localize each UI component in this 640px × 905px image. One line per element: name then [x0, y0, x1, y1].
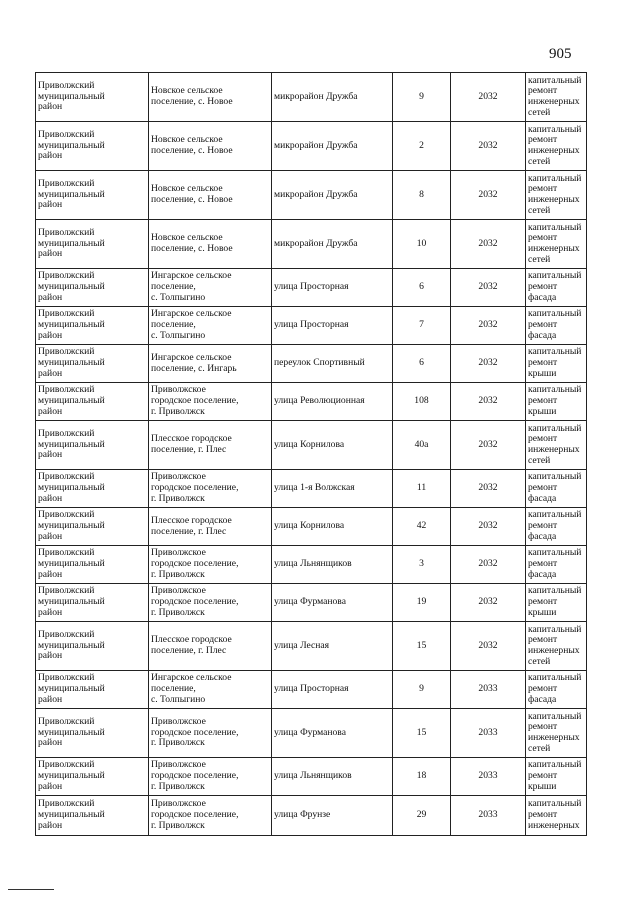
- settlement-cell: [149, 622, 272, 671]
- work-type-cell-text: капитальный ремонт крыши: [528, 346, 582, 379]
- year-cell-text: 2032: [478, 237, 498, 249]
- street-cell-text: улица Фрунзе: [274, 809, 331, 821]
- district-cell: [36, 584, 149, 622]
- street-cell: [272, 508, 393, 546]
- street-cell: [272, 546, 393, 584]
- work-type-cell-text: капитальный ремонт инженерных сетей: [528, 172, 582, 216]
- settlement-cell-text: Ингарское сельское поселение, с. Толпыгино: [151, 270, 232, 303]
- district-cell: [36, 171, 149, 220]
- table-body: [36, 73, 587, 836]
- house-number-cell: [393, 546, 451, 584]
- settlement-cell-text: Новское сельское поселение, с. Новое: [151, 232, 233, 254]
- house-number-cell-text: 2: [419, 139, 424, 151]
- street-cell-text: микрорайон Дружба: [274, 139, 358, 151]
- district-cell: [36, 269, 149, 307]
- street-cell-text: микрорайон Дружба: [274, 237, 358, 249]
- table-row: [36, 758, 587, 796]
- settlement-cell: [149, 307, 272, 345]
- year-cell: [451, 508, 526, 546]
- district-cell-text: Приволжский муниципальный район: [38, 471, 105, 504]
- district-cell: [36, 508, 149, 546]
- district-cell-text: Приволжский муниципальный район: [38, 509, 105, 542]
- house-number-cell-text: 9: [419, 683, 424, 695]
- year-cell: [451, 546, 526, 584]
- year-cell-text: 2032: [478, 520, 498, 532]
- district-cell-text: Приволжский муниципальный район: [38, 628, 105, 662]
- work-type-cell: [526, 73, 587, 122]
- work-type-cell-text: капитальный ремонт инженерных сетей: [528, 74, 582, 118]
- house-number-cell-text: 10: [416, 237, 427, 249]
- street-cell: [272, 220, 393, 269]
- year-cell: [451, 671, 526, 709]
- house-number-cell: [393, 269, 451, 307]
- district-cell-text: Приволжский муниципальный район: [38, 308, 105, 341]
- work-type-cell: [526, 508, 587, 546]
- house-number-cell: [393, 709, 451, 758]
- work-type-cell: [526, 546, 587, 584]
- table-row: [36, 220, 587, 269]
- year-cell: [451, 584, 526, 622]
- house-number-cell: [393, 796, 451, 836]
- year-cell-text: 2032: [478, 596, 498, 608]
- settlement-cell-text: Плесское городское поселение, г. Плес: [151, 433, 232, 455]
- settlement-cell-text: Новское сельское поселение, с. Новое: [151, 134, 233, 156]
- settlement-cell: [149, 383, 272, 421]
- street-cell: [272, 622, 393, 671]
- table-row: [36, 73, 587, 122]
- year-cell: [451, 307, 526, 345]
- year-cell: [451, 73, 526, 122]
- house-number-cell-text: 9: [419, 90, 424, 102]
- settlement-cell: [149, 709, 272, 758]
- district-cell-text: Приволжский муниципальный район: [38, 759, 105, 792]
- house-number-cell-text: 11: [416, 482, 427, 494]
- street-cell-text: улица Фурманова: [274, 726, 346, 738]
- page-number: 905: [549, 46, 572, 62]
- street-cell: [272, 383, 393, 421]
- work-type-cell-text: капитальный ремонт крыши: [528, 585, 582, 618]
- district-cell: [36, 73, 149, 122]
- year-cell-text: 2033: [478, 809, 498, 821]
- district-cell-text: Приволжский муниципальный район: [38, 672, 105, 705]
- table-row: [36, 622, 587, 671]
- table-row: [36, 345, 587, 383]
- house-number-cell: [393, 171, 451, 220]
- table-row: [36, 122, 587, 171]
- year-cell-text: 2032: [478, 319, 498, 331]
- settlement-cell-text: Приволжское городское поселение, г. Приволжск: [151, 715, 239, 749]
- street-cell-text: улица Просторная: [274, 281, 349, 293]
- settlement-cell: [149, 73, 272, 122]
- work-type-cell-text: капитальный ремонт фасада: [528, 509, 582, 542]
- year-cell-text: 2033: [478, 683, 498, 695]
- house-number-cell-text: 3: [419, 558, 424, 570]
- work-type-cell-text: капитальный ремонт крыши: [528, 384, 582, 417]
- year-cell-text: 2032: [478, 188, 498, 200]
- work-type-cell-text: капитальный ремонт инженерных сетей: [528, 623, 582, 667]
- table-row: [36, 171, 587, 220]
- house-number-cell-text: 15: [416, 639, 427, 651]
- settlement-cell-text: Приволжское городское поселение, г. Приволжск: [151, 759, 239, 792]
- district-cell-text: Приволжский муниципальный район: [38, 226, 105, 260]
- table-row: [36, 671, 587, 709]
- settlement-cell-text: Плесское городское поселение, г. Плес: [151, 514, 232, 537]
- street-cell-text: улица Просторная: [274, 683, 349, 695]
- district-cell: [36, 345, 149, 383]
- settlement-cell: [149, 171, 272, 220]
- house-number-cell-text: 108: [414, 395, 429, 407]
- house-number-cell-text: 19: [416, 596, 427, 608]
- year-cell: [451, 470, 526, 508]
- work-type-cell: [526, 671, 587, 709]
- settlement-cell-text: Ингарское сельское поселение, с. Толпыгино: [151, 672, 232, 705]
- settlement-cell: [149, 508, 272, 546]
- work-type-cell-text: капитальный ремонт крыши: [528, 759, 582, 792]
- settlement-cell: [149, 220, 272, 269]
- settlement-cell-text: Приволжское городское поселение, г. Приволжск: [151, 798, 239, 831]
- work-type-cell: [526, 470, 587, 508]
- settlement-cell: [149, 796, 272, 836]
- street-cell-text: улица Льнянщиков: [274, 558, 352, 570]
- district-cell: [36, 546, 149, 584]
- settlement-cell-text: Приволжское городское поселение, г. Приволжск: [151, 384, 239, 417]
- settlement-cell-text: Плесское городское поселение, г. Плес: [151, 634, 232, 656]
- street-cell: [272, 470, 393, 508]
- house-number-cell-text: 6: [419, 281, 424, 293]
- year-cell-text: 2033: [478, 726, 498, 738]
- house-number-cell-text: 29: [416, 809, 427, 821]
- house-number-cell-text: 40а: [414, 438, 429, 450]
- work-type-cell-text: капитальный ремонт инженерных сетей: [528, 422, 582, 466]
- house-number-cell: [393, 345, 451, 383]
- district-cell: [36, 470, 149, 508]
- house-number-cell-text: 7: [419, 319, 424, 331]
- district-cell: [36, 122, 149, 171]
- year-cell: [451, 758, 526, 796]
- work-type-cell: [526, 307, 587, 345]
- work-type-cell-text: капитальный ремонт фасада: [528, 471, 582, 504]
- district-cell: [36, 671, 149, 709]
- house-number-cell: [393, 383, 451, 421]
- footnote-rule: [8, 889, 54, 890]
- year-cell: [451, 709, 526, 758]
- district-cell-text: Приволжский муниципальный район: [38, 798, 105, 831]
- year-cell-text: 2032: [478, 281, 498, 293]
- street-cell: [272, 796, 393, 836]
- street-cell: [272, 269, 393, 307]
- year-cell-text: 2033: [478, 770, 498, 782]
- work-type-cell: [526, 421, 587, 470]
- table-row: [36, 307, 587, 345]
- year-cell-text: 2032: [478, 90, 498, 102]
- street-cell-text: микрорайон Дружба: [274, 90, 358, 102]
- work-type-cell: [526, 383, 587, 421]
- street-cell-text: улица Фурманова: [274, 596, 346, 608]
- district-cell: [36, 383, 149, 421]
- table-row: [36, 584, 587, 622]
- street-cell: [272, 345, 393, 383]
- settlement-cell-text: Новское сельское поселение, с. Новое: [151, 85, 233, 107]
- street-cell-text: улица Просторная: [274, 319, 349, 331]
- house-number-cell: [393, 220, 451, 269]
- street-cell: [272, 584, 393, 622]
- street-cell-text: улица Лесная: [274, 639, 330, 651]
- work-type-cell-text: капитальный ремонт инженерных сетей: [528, 710, 582, 754]
- settlement-cell-text: Приволжское городское поселение, г. Приволжск: [151, 547, 239, 580]
- settlement-cell: [149, 421, 272, 470]
- year-cell: [451, 220, 526, 269]
- table-row: [36, 269, 587, 307]
- street-cell-text: улица Революционная: [274, 395, 365, 407]
- street-cell-text: переулок Спортивный: [274, 357, 365, 369]
- district-cell-text: Приволжский муниципальный район: [38, 547, 105, 580]
- house-number-cell: [393, 122, 451, 171]
- table-row: [36, 421, 587, 470]
- street-cell-text: улица Льнянщиков: [274, 770, 352, 782]
- district-cell: [36, 307, 149, 345]
- settlement-cell: [149, 345, 272, 383]
- settlement-cell: [149, 584, 272, 622]
- district-cell-text: Приволжский муниципальный район: [38, 346, 105, 379]
- district-cell-text: Приволжский муниципальный район: [38, 384, 105, 417]
- street-cell-text: микрорайон Дружба: [274, 188, 358, 200]
- year-cell: [451, 796, 526, 836]
- house-number-cell: [393, 307, 451, 345]
- street-cell-text: улица Корнилова: [274, 520, 345, 532]
- house-number-cell-text: 18: [416, 770, 427, 782]
- work-type-cell-text: капитальный ремонт фасада: [528, 547, 582, 580]
- settlement-cell-text: Ингарское сельское поселение, с. Толпыгино: [151, 308, 232, 341]
- year-cell-text: 2032: [478, 438, 498, 450]
- year-cell-text: 2032: [478, 395, 498, 407]
- district-cell-text: Приволжский муниципальный район: [38, 270, 105, 303]
- year-cell-text: 2032: [478, 558, 498, 570]
- house-number-cell-text: 6: [419, 357, 424, 369]
- district-cell-text: Приволжский муниципальный район: [38, 177, 105, 211]
- settlement-cell-text: Новское сельское поселение, с. Новое: [151, 183, 233, 205]
- street-cell-text: улица 1-я Волжская: [274, 482, 355, 494]
- house-number-cell-text: 42: [416, 520, 427, 532]
- district-cell-text: Приволжский муниципальный район: [38, 79, 105, 113]
- table-row: [36, 709, 587, 758]
- street-cell: [272, 73, 393, 122]
- work-type-cell-text: капитальный ремонт инженерных сетей: [528, 221, 582, 265]
- street-cell: [272, 671, 393, 709]
- street-cell: [272, 307, 393, 345]
- work-type-cell-text: капитальный ремонт фасада: [528, 672, 582, 705]
- table-row: [36, 508, 587, 546]
- table-row: [36, 383, 587, 421]
- settlement-cell: [149, 269, 272, 307]
- work-type-cell: [526, 122, 587, 171]
- work-type-cell: [526, 796, 587, 836]
- year-cell: [451, 383, 526, 421]
- settlement-cell: [149, 671, 272, 709]
- year-cell: [451, 345, 526, 383]
- street-cell: [272, 421, 393, 470]
- work-type-cell: [526, 269, 587, 307]
- work-type-cell-text: капитальный ремонт инженерных: [528, 798, 582, 831]
- work-type-cell: [526, 584, 587, 622]
- house-number-cell: [393, 421, 451, 470]
- settlement-cell-text: Приволжское городское поселение, г. Приволжск: [151, 471, 239, 504]
- district-cell: [36, 709, 149, 758]
- work-type-cell: [526, 171, 587, 220]
- district-cell-text: Приволжский муниципальный район: [38, 715, 105, 749]
- street-cell: [272, 758, 393, 796]
- district-cell: [36, 622, 149, 671]
- year-cell-text: 2032: [478, 139, 498, 151]
- work-type-cell-text: капитальный ремонт инженерных сетей: [528, 123, 582, 167]
- year-cell: [451, 122, 526, 171]
- settlement-cell: [149, 470, 272, 508]
- work-type-cell: [526, 622, 587, 671]
- year-cell-text: 2032: [478, 639, 498, 651]
- district-cell-text: Приволжский муниципальный район: [38, 585, 105, 618]
- district-cell: [36, 758, 149, 796]
- settlement-cell-text: Приволжское городское поселение, г. Приволжск: [151, 585, 239, 618]
- year-cell: [451, 421, 526, 470]
- house-number-cell: [393, 758, 451, 796]
- settlement-cell-text: Ингарское сельское поселение, с. Ингарь: [151, 351, 237, 374]
- house-number-cell: [393, 73, 451, 122]
- street-cell: [272, 171, 393, 220]
- district-cell-text: Приволжский муниципальный район: [38, 128, 105, 162]
- house-number-cell: [393, 470, 451, 508]
- work-type-cell: [526, 345, 587, 383]
- table-row: [36, 470, 587, 508]
- year-cell-text: 2032: [478, 482, 498, 494]
- table-row: [36, 796, 587, 836]
- settlement-cell: [149, 546, 272, 584]
- street-cell-text: улица Корнилова: [274, 438, 345, 450]
- work-type-cell-text: капитальный ремонт фасада: [528, 270, 582, 303]
- district-cell: [36, 796, 149, 836]
- year-cell: [451, 269, 526, 307]
- district-cell: [36, 220, 149, 269]
- work-type-cell-text: капитальный ремонт фасада: [528, 308, 582, 341]
- street-cell: [272, 122, 393, 171]
- year-cell: [451, 622, 526, 671]
- house-number-cell-text: 8: [419, 188, 424, 200]
- house-number-cell-text: 15: [416, 726, 427, 738]
- district-cell: [36, 421, 149, 470]
- work-type-cell: [526, 709, 587, 758]
- settlement-cell: [149, 122, 272, 171]
- house-number-cell: [393, 671, 451, 709]
- year-cell: [451, 171, 526, 220]
- repair-schedule-table: [35, 72, 587, 836]
- house-number-cell: [393, 584, 451, 622]
- work-type-cell: [526, 220, 587, 269]
- work-type-cell: [526, 758, 587, 796]
- year-cell-text: 2032: [478, 357, 498, 369]
- house-number-cell: [393, 508, 451, 546]
- house-number-cell: [393, 622, 451, 671]
- district-cell-text: Приволжский муниципальный район: [38, 427, 105, 461]
- street-cell: [272, 709, 393, 758]
- table-row: [36, 546, 587, 584]
- settlement-cell: [149, 758, 272, 796]
